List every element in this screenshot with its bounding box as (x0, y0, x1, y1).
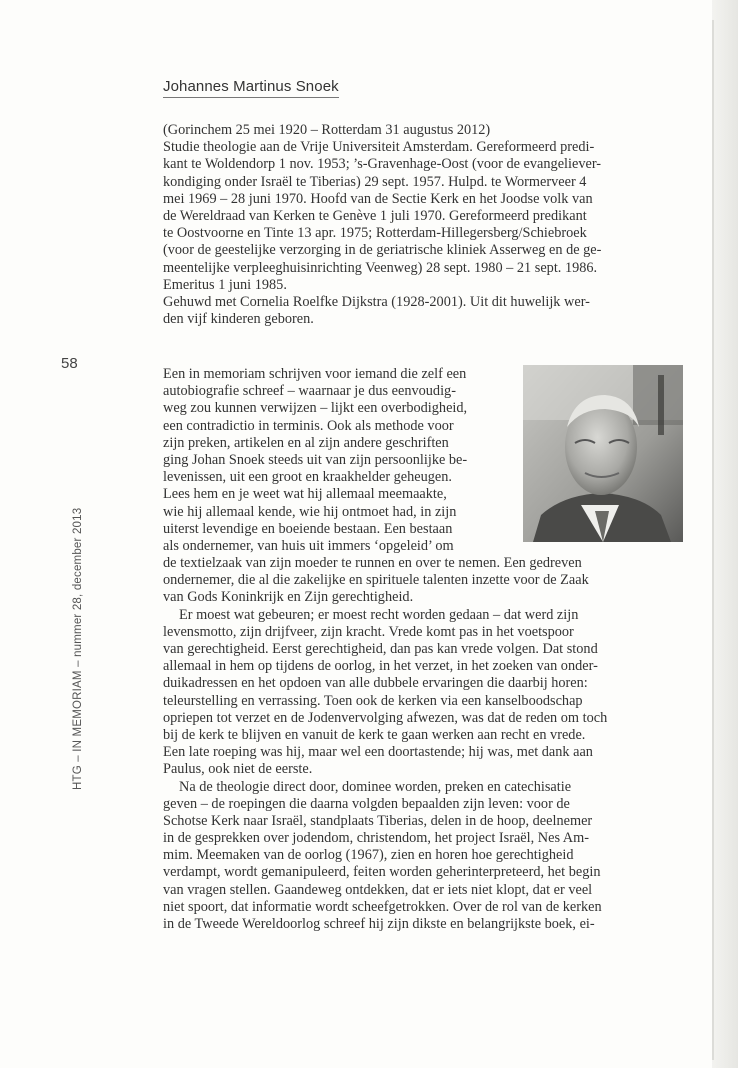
body-line: levenissen, uit een groot en kraakhelder geheugen. (163, 469, 453, 486)
body-line: ging Johan Snoek steeds uit van zijn persoonlijke be- (163, 451, 468, 468)
body-line: uiterst levendige en boeiende bestaan. Een bestaan (163, 520, 453, 537)
body-line: Paulus, ook niet de eerste. (163, 761, 313, 778)
body-line: verdampt, wordt gemanipuleerd, feiten worden geherinterpreteerd, het begin (163, 864, 601, 881)
bio-line: de Wereldraad van Kerken te Genève 1 juli 1970. Gereformeerd predikant (163, 207, 587, 224)
body-line: in de Tweede Wereldoorlog schreef hij zijn dikste en belangrijkste boek, ei- (163, 916, 595, 932)
body-line: Na de theologie direct door, dominee worden, preken en catechisatie (179, 778, 572, 795)
body-line: van Gods Koninkrijk en Zijn gerechtigheid. (163, 589, 414, 606)
biography-block (163, 122, 683, 328)
page-number: 58 (61, 355, 78, 372)
article-body (163, 366, 688, 933)
body-line: opriepen tot verzet en de Jodenvervolging afwezen, was dat de reden om toch (163, 709, 608, 726)
body-line: allemaal in hem op tijdens de oorlog, in het verzet, in het zoeken van onder- (163, 658, 598, 675)
body-line: Een in memoriam schrijven voor iemand die zelf een (163, 366, 467, 382)
body-line: als ondernemer, van huis uit immers ‘opgeleid’ om (163, 537, 454, 554)
bio-line: kant te Woldendorp 1 nov. 1953; ’s-Gravenhage-Oost (voor de evangeliever- (163, 156, 602, 173)
body-line: Er moest wat gebeuren; er moest recht worden gedaan – dat werd zijn (179, 606, 579, 623)
bio-line: Studie theologie aan de Vrije Universiteit Amsterdam. Gereformeerd predi- (163, 139, 595, 156)
bio-line: (voor de geestelijke verzorging in de geriatrische kliniek Asserweg en de ge- (163, 242, 602, 259)
body-line: levensmotto, zijn drijfveer, zijn kracht. Vrede komt pas in het voetspoor (163, 623, 574, 640)
article-title: Johannes Martinus Snoek (163, 78, 339, 98)
body-line: Schotse Kerk naar Israël, standplaats Tiberias, delen in de hoop, deelnemer (163, 812, 593, 829)
body-line: Lees hem en je weet wat hij allemaal meemaakte, (163, 486, 447, 503)
body-line: een contradictio in terminis. Ook als methode voor (163, 417, 454, 434)
bio-line: te Oostvoorne en Tinte 13 apr. 1975; Rotterdam-Hillegersberg/Schiebroek (163, 225, 587, 242)
bio-line: meentelijke verpleeghuisinrichting Veenweg) 28 sept. 1980 – 21 sept. 1986. (163, 259, 598, 276)
body-line: ondernemer, die al die zakelijke en spirituele talenten inzette voor de Zaak (163, 572, 589, 589)
bio-line: den vijf kinderen geboren. (163, 311, 314, 328)
body-line: zijn preken, artikelen en al zijn andere geschriften (163, 434, 449, 451)
body-line: mim. Meemaken van de oorlog (1967), zien en horen hoe gerechtigheid (163, 847, 574, 864)
running-footer-caption: HTG – IN MEMORIAM – nummer 28, december 2013 (72, 507, 84, 790)
bio-line: kondiging onder Israël te Tiberias) 29 sept. 1957. Hulpd. te Wormerveer 4 (163, 173, 587, 190)
body-line: bij de kerk te blijven en vanuit de kerk te gaan werken aan recht en vrede. (163, 726, 586, 743)
body-line: de textielzaak van zijn moeder te runnen en over te nemen. Een gedreven (163, 555, 582, 572)
body-line: niet spoort, dat informatie wordt scheefgetrokken. Over de rol van de kerken (163, 898, 602, 915)
body-line: in de gesprekken over jodendom, christendom, het project Israël, Nes Am- (163, 830, 590, 847)
body-line: Een late roeping was hij, maar wel een doortastende; hij was, met dank aan (163, 744, 593, 761)
body-line: teleurstelling en verrassing. Toen ook de kerken via een kanselboodschap (163, 692, 583, 709)
bio-line: Gehuwd met Cornelia Roelfke Dijkstra (1928-2001). Uit dit huwelijk wer- (163, 293, 590, 310)
page-edge (712, 0, 738, 1068)
body-line: van gerechtigheid. Eerst gerechtigheid, dan pas kan vrede volgen. Dat stond (163, 641, 598, 657)
body-line: autobiografie schreef – waarnaar je dus eenvoudig- (163, 383, 456, 400)
body-line: weg zou kunnen verwijzen – lijkt een overbodigheid, (163, 400, 468, 417)
bio-line: (Gorinchem 25 mei 1920 – Rotterdam 31 augustus 2012) (163, 122, 491, 138)
bio-line: Emeritus 1 juni 1985. (163, 276, 287, 293)
body-line: geven – de roepingen die daarna volgden bepaalden zijn leven: voor de (163, 795, 570, 812)
body-line: duikadressen en het opdoen van alle dubbele ervaringen die daarbij horen: (163, 675, 588, 692)
body-line: wie hij allemaal kende, wie hij ontmoet had, in zijn (163, 503, 457, 520)
bio-line: mei 1969 – 28 juni 1970. Hoofd van de Sectie Kerk en het Joodse volk van (163, 190, 593, 207)
body-line: van vragen stellen. Gaandeweg ontdekken, dat er iets niet klopt, dat er veel (163, 881, 593, 898)
page-edge-line (712, 20, 714, 1060)
